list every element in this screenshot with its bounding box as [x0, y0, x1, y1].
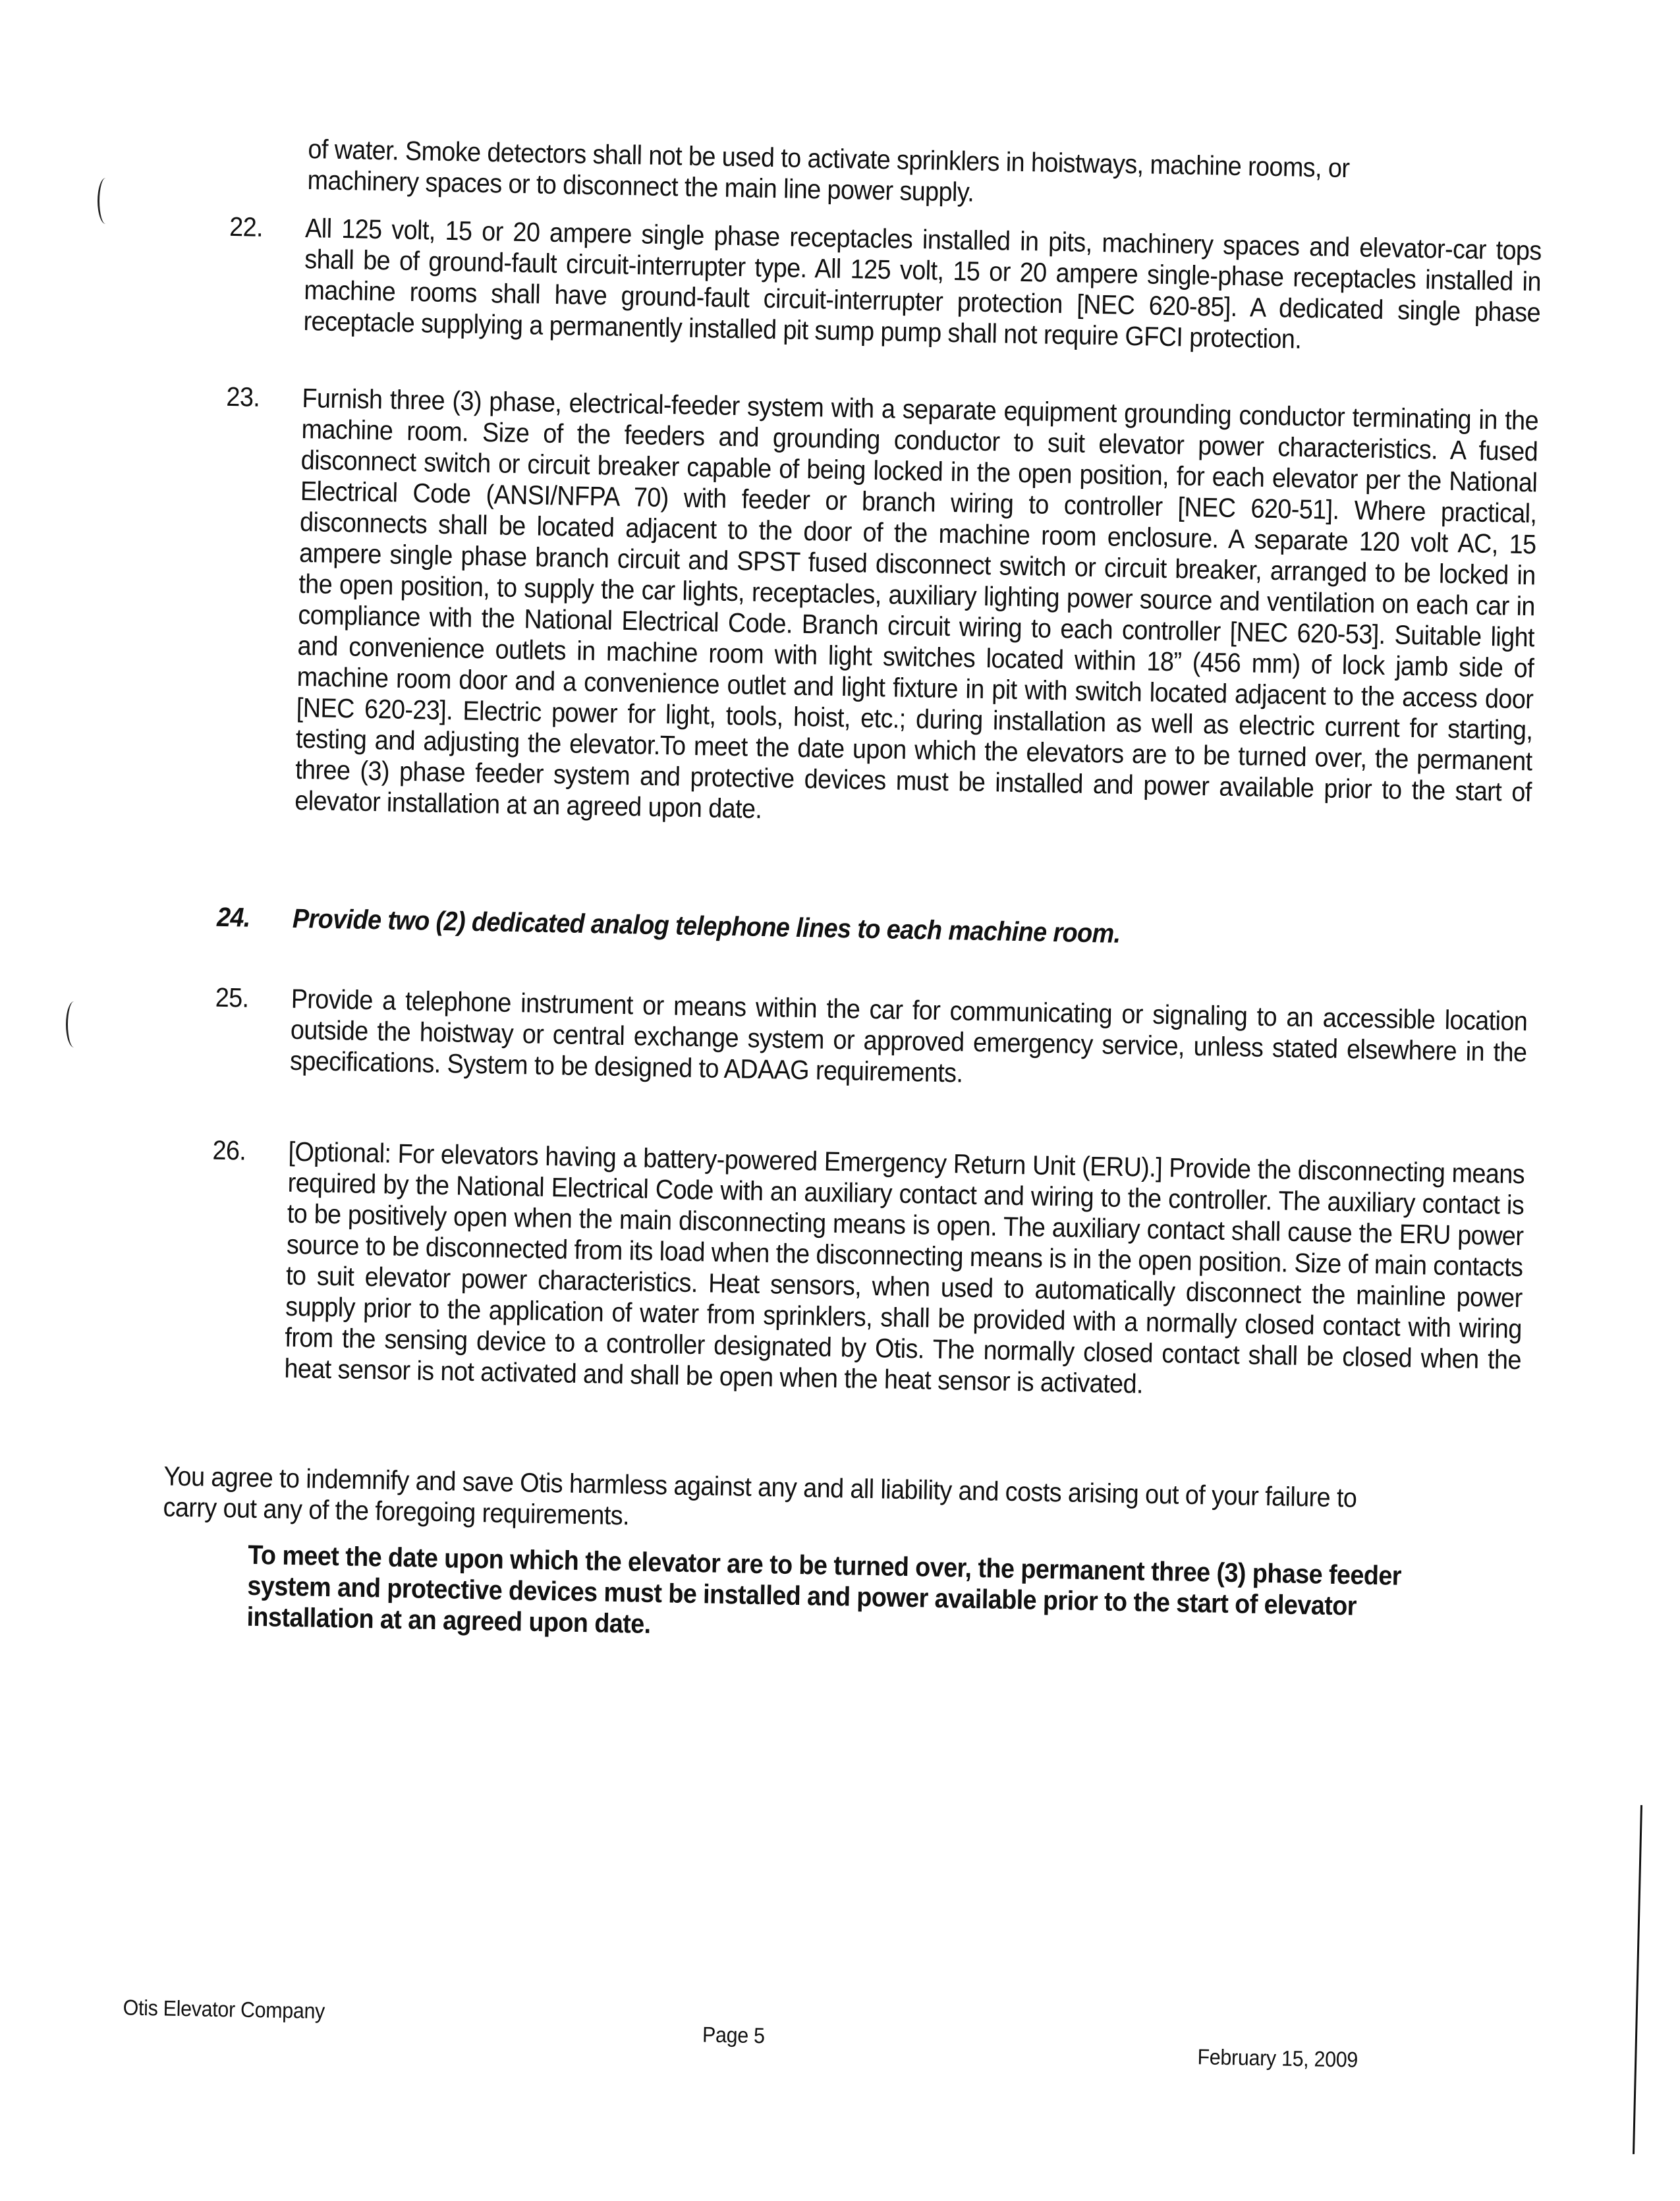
clause-24: [216, 901, 1535, 949]
indemnity-text: You agree to indemnify and save Otis harmless against any and all liability and costs arising out of your failure to carry out any of the foregoing requirements.: [163, 1461, 1357, 1531]
clause-25: [215, 982, 1533, 1088]
bold-note: [246, 1540, 1424, 1654]
continuation-text: of water. Smoke detectors shall not be used to activate sprinklers in hoistways, machine rooms, or machinery spaces or to disconnect the main line power supply.: [307, 134, 1350, 208]
clause-number: 25.: [215, 982, 250, 1013]
clause-number: 26.: [212, 1134, 246, 1166]
footer-company: Otis Elevator Company: [123, 1995, 325, 2024]
clause-text: Furnish three (3) phase, electrical-feeder system with a separate equipment grounding conductor terminating in the machine room. Size of the feeders and grounding conductor to suit elevator power characteristics. A fused disconnect switch or circuit breaker capable of being locked in the open position, for each elevator per the National Electrical Code (ANSI/NFPA 70) with feeder or branch wiring to controller [NEC 620-51]. Where practical, disconnects shall be located adjacent to the door of the machine room enclosure. A separate 120 volt AC, 15 ampere single phase branch circuit and SPST fused disconnect switch or circuit breaker, arranged to be locked in the open position, to supply the car lights, receptacles, auxiliary lighting power source and ventilation on each car in compliance with the National Electrical Code. Branch circuit wiring to each controller [NEC 620-53]. Suitable light and convenience outlets in machine room with light switches located within 18” (456 mm) of lock jamb side of machine room door and a convenience outlet and light fixture in pit with switch located adjacent to the access door [NEC 620-23]. Electric power for light, tools, hoist, etc.; during installation as well as electric current for starting, testing and adjusting the elevator.To meet the date upon which the elevators are to be turned over, the permanent three (3) phase feeder system and protective devices must be installed and power available prior to the start of elevator installation at an agreed upon date.: [294, 382, 1539, 824]
indemnity-paragraph: [163, 1461, 1413, 1546]
clause-22: [229, 211, 1548, 354]
margin-bracket-mark: [66, 1001, 82, 1047]
clause-23: [226, 381, 1544, 824]
clause-number: 22.: [229, 211, 264, 242]
footer-page-number: Page 5: [702, 2022, 766, 2048]
margin-bracket-mark: [98, 178, 114, 224]
continuation-paragraph: [307, 134, 1442, 217]
clause-number: 23.: [226, 381, 260, 412]
clause-text: Provide a telephone instrument or means within the car for communicating or signaling to an accessible location outside the hoistway or central exchange system or approved emergency service, unless stated elsewhere in the specifications. System to be designed to ADAAG requirements.: [289, 983, 1528, 1088]
bold-note-text: To meet the date upon which the elevator are to be turned over, the permanent three (3) phase feeder system and protective devices must be installed and power available prior to the start of elevator installation at an agreed upon date.: [246, 1539, 1402, 1639]
footer-date: February 15, 2009: [1197, 2044, 1358, 2072]
clause-26: [212, 1134, 1530, 1399]
clause-number: 24.: [216, 901, 251, 933]
clause-text: Provide two (2) dedicated analog telephone lines to each machine room.: [292, 903, 1121, 949]
clause-text: [Optional: For elevators having a battery-powered Emergency Return Unit (ERU).] Provide the disconnecting means required by the National Electrical Code with an auxiliary contact and wiring to the controller. The auxiliary contact is to be positively open when the main disconnecting means is open. The auxiliary contact shall cause the ERU power source to be disconnected from its load when the disconnecting means is in the open position. Size of main contacts to suit elevator power characteristics. Heat sensors, when used to automatically disconnect the mainline power supply prior to the application of water from sprinklers, shall be provided with a normally closed contact with wiring from the sensing device to a controller designated by Otis. The normally closed contact shall be closed when the heat sensor is not activated and shall be open when the heat sensor is activated.: [284, 1136, 1525, 1399]
clause-text: All 125 volt, 15 or 20 ampere single phase receptacles installed in pits, machinery spaces and elevator-car tops shall be of ground-fault circuit-interrupter type. All 125 volt, 15 or 20 ampere single-phase receptacles installed in machine rooms shall have ground-fault circuit-interrupter protection [NEC 620-85]. A dedicated single phase receptacle supplying a permanently installed pit sump pump shall not require GFCI protection.: [303, 213, 1542, 354]
